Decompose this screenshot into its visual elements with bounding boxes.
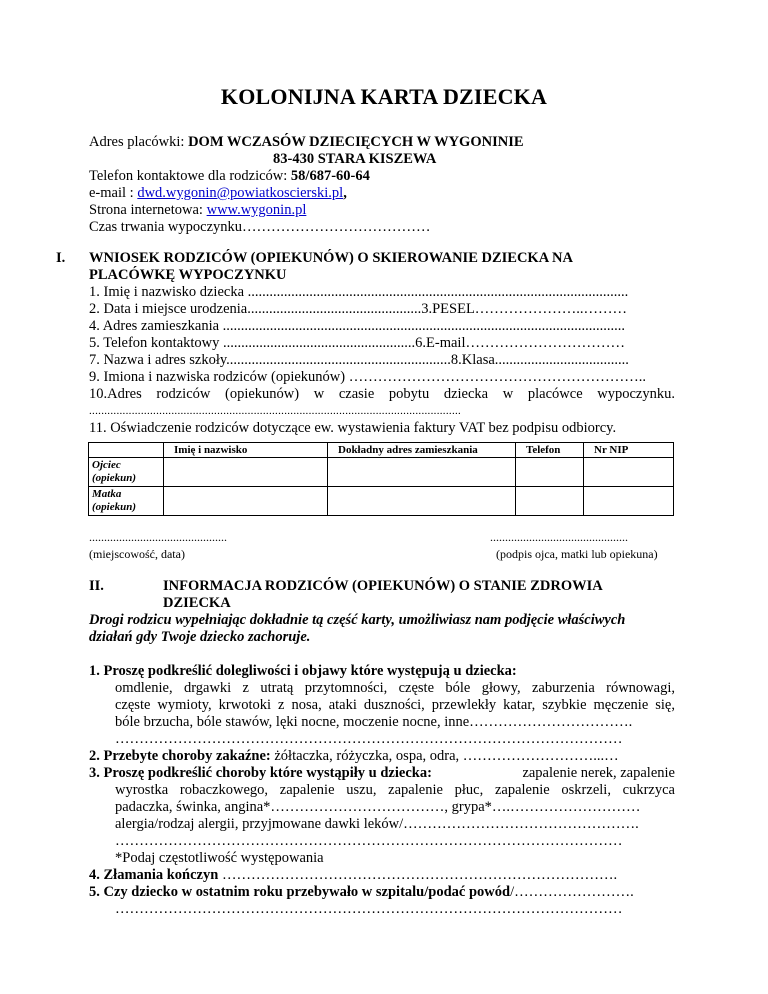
table-cell[interactable] (516, 487, 584, 516)
field-parents-names[interactable]: 9. Imiona i nazwiska rodziców (opiekunów) …………………………………………………….. (89, 369, 646, 385)
table-row (89, 458, 674, 487)
column-header: Dokładny adres zamieszkania (328, 443, 516, 458)
signature-left-dots[interactable]: .............................................. (89, 530, 227, 544)
field-child-name[interactable]: 1. Imię i nazwisko dziecka ......................................................................................................... (89, 284, 629, 300)
question3-options-line2[interactable]: padaczka, świnka, angina*………………………………, grypa*….……………………… (115, 799, 641, 815)
question5-text[interactable]: /……………………. (510, 884, 634, 900)
email-comma: , (343, 185, 347, 201)
section2-intro-line1: Drogi rodzicu wypełniając dokładnie tą część karty, umożliwiasz nam podjęcie właściwych (89, 612, 626, 628)
section1-heading-line1: WNIOSEK RODZICÓW (OPIEKUNÓW) O SKIEROWANIE DZIECKA NA (89, 250, 573, 266)
question3-first: zapalenie nerek, zapalenie (522, 765, 675, 781)
email-link[interactable]: dwd.wygonin@powiatkoscierski.pl (137, 185, 344, 201)
question2-line (89, 748, 619, 765)
row-role-mother: Matka (opiekun) (89, 487, 164, 516)
field-phone-email[interactable]: 5. Telefon kontaktowy .....................................................6.E-mail…………………………… (89, 335, 625, 351)
question1-label: 1. Proszę podkreślić dolegliwości i objawy które występują u dziecka: (89, 663, 517, 679)
question3-fill-line[interactable]: …………………………………………………………………………………………… (115, 833, 623, 849)
question2-text[interactable]: żółtaczka, różyczka, ospa, odra, ………………………...… (274, 748, 619, 764)
website-label: Strona internetowa: (89, 202, 207, 218)
field-address[interactable]: 4. Adres zamieszkania ............................................................................................................... (89, 318, 626, 334)
address-label: Adres placówki: (89, 134, 189, 150)
table-cell[interactable] (516, 458, 584, 487)
question5-label: 5. Czy dziecko w ostatnim roku przebywało w szpitalu/podać powód (89, 884, 511, 900)
section2-heading-line2: DZIECKA (163, 595, 231, 611)
address-line (89, 134, 524, 151)
table-cell[interactable] (164, 458, 328, 487)
table-cell[interactable] (164, 487, 328, 516)
email-line (89, 185, 347, 202)
address-name: DOM WCZASÓW DZIECIĘCYCH W WYGONINIE (188, 134, 524, 150)
page-title: KOLONIJNA KARTA DZIECKA (220, 84, 548, 109)
field-school-class[interactable]: 7. Nazwa i adres szkoły..............................................................8.Klasa..................................... (89, 352, 629, 368)
section2-heading-line1: INFORMACJA RODZICÓW (OPIEKUNÓW) O STANIE ZDROWIA (163, 578, 603, 594)
website-line (89, 202, 306, 219)
question1-options-line1: omdlenie, drgawki z utratą przytomności, częste bóle głowy, zaburzenia równowagi, (115, 680, 675, 696)
question1-fill-line[interactable]: …………………………………………………………………………………………… (115, 731, 623, 747)
table-cell[interactable] (584, 487, 674, 516)
website-link[interactable]: www.wygonin.pl (206, 202, 307, 218)
question3-footnote: *Podaj częstotliwość występowania (115, 850, 324, 866)
phone-line (89, 168, 370, 185)
question1-options-line2: częste wymioty, krwotoki z nosa, ataki duszności, przewlekły katar, szybkie męczenie się, (115, 697, 675, 713)
signature-right-caption: (podpis ojca, matki lub opiekuna) (496, 547, 658, 561)
field-parents-address-label: 10.Adres rodziców (opiekunów) w czasie pobytu dziecka w placówce wypoczynku. (89, 386, 675, 402)
phone-label: Telefon kontaktowe dla rodziców: (89, 168, 291, 184)
question3-line (89, 765, 675, 782)
duration-line: Czas trwania wypoczynku………………………………… (89, 219, 431, 235)
section2-intro-line2: działań gdy Twoje dziecko zachoruje. (89, 629, 311, 645)
question1-options-line3[interactable]: bóle brzucha, bóle stawów, lęki nocne, moczenie nocne, inne……………………………. (115, 714, 633, 730)
signature-right-dots[interactable]: .............................................. (490, 530, 628, 544)
question4-line (89, 867, 617, 884)
signature-left-caption: (miejscowość, data) (89, 547, 185, 561)
email-label: e-mail : (89, 185, 138, 201)
table-cell[interactable] (328, 487, 516, 516)
section2-number: II. (89, 578, 104, 594)
question3-allergy-line[interactable]: alergia/rodzaj alergii, przyjmowane dawki leków/…………………………………………. (115, 816, 639, 832)
section1-heading-line2: PLACÓWKĘ WYPOCZYNKU (89, 267, 287, 283)
section1-number: I. (56, 250, 66, 266)
question2-label: 2. Przebyte choroby zakaźne: (89, 748, 275, 764)
question4-text[interactable]: ………………………………………………………………………. (221, 867, 618, 883)
field-birth-pesel[interactable]: 2. Data i miejsce urodzenia................................................3.PESEL…………………..……… (89, 301, 628, 317)
question5-fill-line[interactable]: …………………………………………………………………………………………… (115, 901, 623, 917)
table-header-row (89, 443, 674, 458)
table-corner-cell (89, 443, 164, 458)
field-vat-statement: 11. Oświadczenie rodziców dotyczące ew. wystawienia faktury VAT bez podpisu odbiorcy. (89, 420, 617, 436)
phone-value: 58/687-60-64 (290, 168, 370, 184)
table-cell[interactable] (584, 458, 674, 487)
question3-options-line1: wyrostka robaczkowego, zapalenie uszu, zapalenie płuc, zapalenie oskrzeli, cukrzyca (115, 782, 675, 798)
address-city: 83-430 STARA KISZEWA (273, 151, 437, 167)
column-header: Telefon (516, 443, 584, 458)
field-parents-address[interactable]: .......................................................................................................................... (89, 405, 462, 417)
column-header: Imię i nazwisko (164, 443, 328, 458)
column-header: Nr NIP (584, 443, 674, 458)
table-row (89, 487, 674, 516)
table-cell[interactable] (328, 458, 516, 487)
question3-label: 3. Proszę podkreślić choroby które wystąpiły u dziecka: (89, 765, 432, 781)
parents-table (88, 442, 674, 516)
question4-label: 4. Złamania kończyn (89, 867, 222, 883)
row-role-father: Ojciec (opiekun) (89, 458, 164, 487)
question5-line (89, 884, 634, 901)
